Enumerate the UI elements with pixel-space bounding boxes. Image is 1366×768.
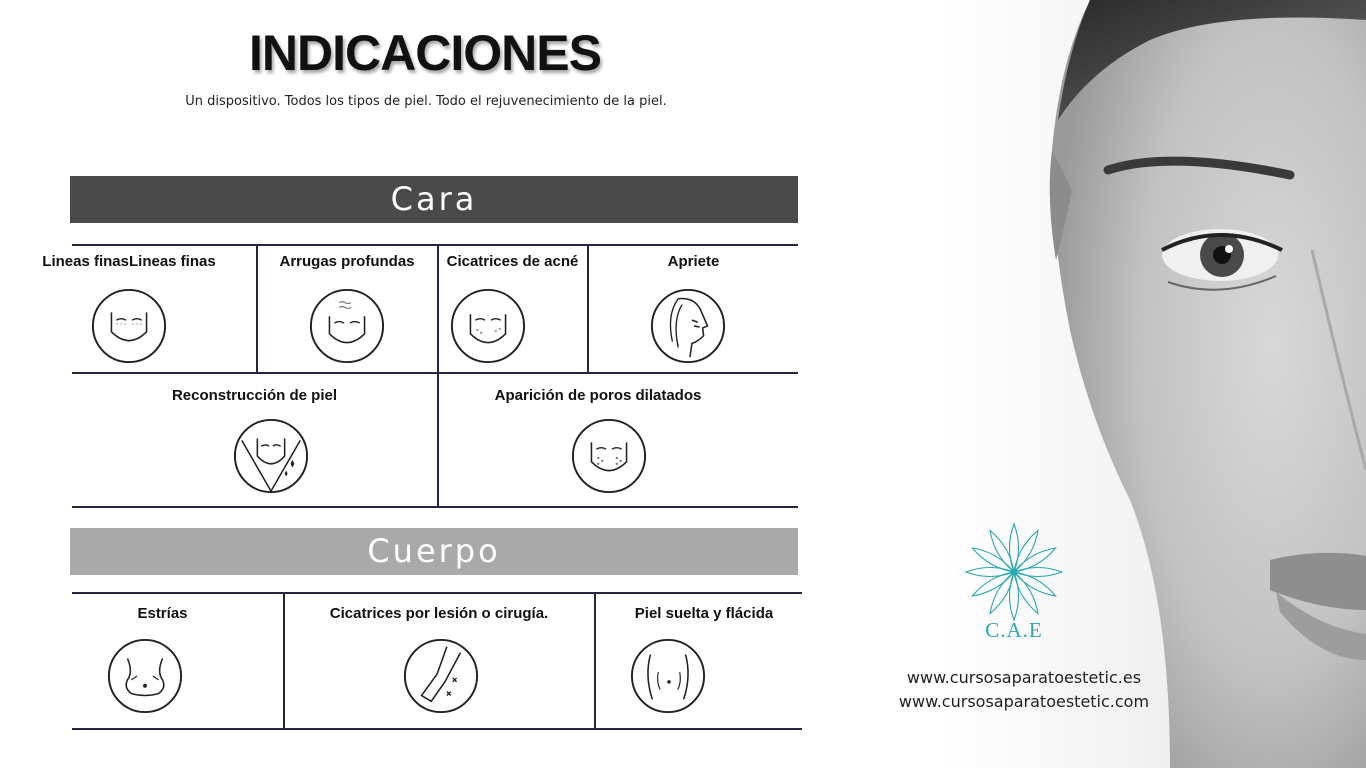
indication-label: Arrugas profundas <box>279 253 415 270</box>
indication-label: Aparición de poros dilatados <box>494 387 702 404</box>
face-reconstruction-icon <box>232 417 310 495</box>
profile-tightening-icon <box>649 287 727 365</box>
indication-loose-skin <box>596 593 802 728</box>
page-subtitle: Un dispositivo. Todos los tipos de piel. Todo el rejuvenecimiento de la piel. <box>185 94 667 109</box>
indication-label: Piel suelta y flácida <box>634 605 774 622</box>
indication-label: Lineas finasLineas finas <box>42 253 216 270</box>
indication-label: Apriete <box>667 253 720 270</box>
website-link-es[interactable]: www.cursosaparatoestetic.es <box>906 668 1142 687</box>
indication-label: Reconstrucción de piel <box>171 387 338 404</box>
indication-surgery-scars <box>284 593 594 728</box>
indication-stretch-marks <box>72 593 283 728</box>
face-deep-wrinkles-icon <box>308 287 386 365</box>
indication-fine-lines <box>30 245 228 372</box>
divider <box>72 728 802 730</box>
cara-heading: Cara <box>70 176 798 223</box>
face-pores-icon <box>570 417 648 495</box>
abdomen-stretch-marks-icon <box>106 637 184 715</box>
abdomen-loose-skin-icon <box>629 637 707 715</box>
indication-label: Cicatrices de acné <box>446 253 579 270</box>
indication-label: Cicatrices por lesión o cirugía. <box>329 605 549 622</box>
indication-deep-wrinkles <box>257 245 437 372</box>
indication-label: Estrías <box>137 605 188 622</box>
website-link-com[interactable]: www.cursosaparatoestetic.com <box>898 692 1150 711</box>
face-fine-lines-icon <box>90 287 168 365</box>
indication-acne-scars <box>438 245 587 372</box>
leg-scar-icon <box>402 637 480 715</box>
face-photo <box>940 0 1366 768</box>
face-acne-scars-icon <box>449 287 527 365</box>
cae-lotus-logo-icon <box>962 522 1066 622</box>
indication-dilated-pores <box>438 373 798 506</box>
page-title: INDICACIONES <box>249 25 601 81</box>
indication-skin-reconstruction <box>72 373 437 506</box>
divider <box>72 506 798 508</box>
logo-text: C.A.E <box>985 618 1043 642</box>
indication-tightening <box>589 245 798 372</box>
cuerpo-heading: Cuerpo <box>70 528 798 575</box>
